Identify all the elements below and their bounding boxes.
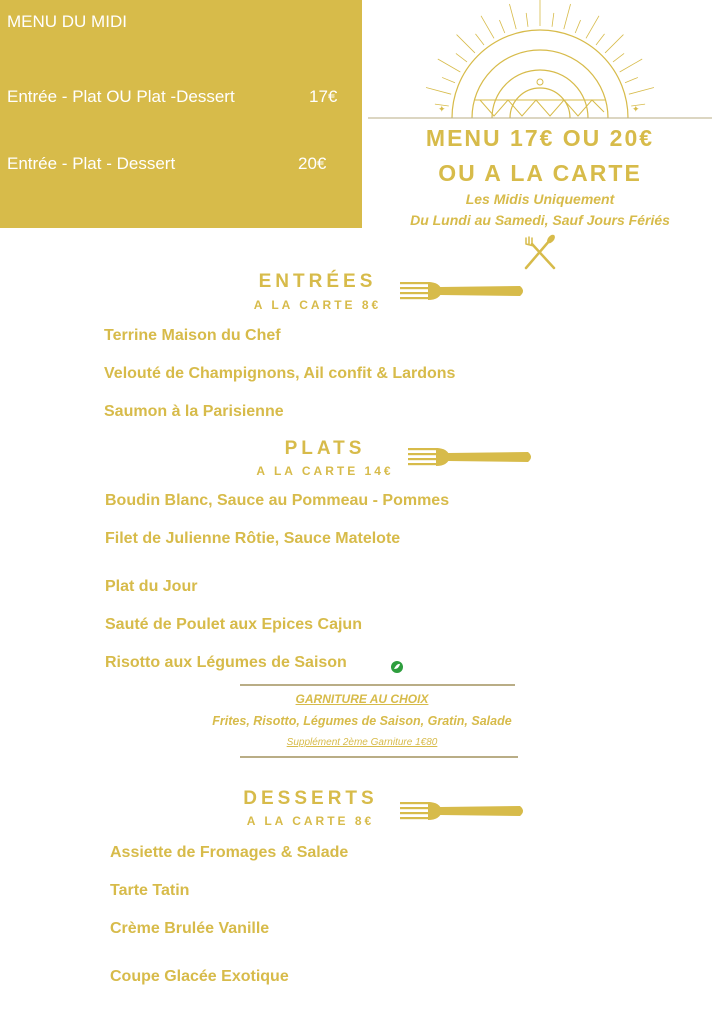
formula-1-label: Entrée - Plat OU Plat -Dessert [7,87,235,106]
garniture-title: GARNITURE AU CHOIX [295,692,429,706]
formula-2-price: 20€ [298,154,327,173]
entree-item: Saumon à la Parisienne [104,403,284,420]
plat-item: Plat du Jour [105,578,198,595]
garniture-divider-bottom [240,756,518,758]
fork-icon [408,447,538,467]
svg-text:✦: ✦ [632,105,640,115]
plat-item: Sauté de Poulet aux Epices Cajun [105,616,362,633]
fork-icon [400,281,525,301]
plat-item: Filet de Julienne Rôtie, Sauce Matelote [105,530,401,547]
menu-carte-heading: OU A LA CARTE [438,160,642,186]
entree-item: Velouté de Champignons, Ail confit & Lardons [104,365,456,382]
plat-item: Boudin Blanc, Sauce au Pommeau - Pommes [105,492,450,509]
days-note: Du Lundi au Samedi, Sauf Jours Fériés [410,212,670,228]
formula-1-price: 17€ [309,87,338,106]
crossed-cutlery-icon [520,234,560,274]
lunch-only-note: Les Midis Uniquement [465,191,615,207]
formula-2-label: Entrée - Plat - Dessert [7,154,176,173]
desserts-subtitle: A LA CARTE 8€ [246,814,375,828]
dessert-item: Assiette de Fromages & Salade [110,844,349,861]
entrees-title: ENTRÉES [258,271,377,292]
garniture-divider-top [240,684,515,686]
garniture-supplement: Supplément 2ème Garniture 1€80 [286,737,438,748]
entree-item: Terrine Maison du Chef [104,327,281,344]
dessert-item: Crème Brulée Vanille [110,920,270,937]
dessert-item: Coupe Glacée Exotique [110,968,289,985]
garniture-options: Frites, Risotto, Légumes de Saison, Gratin, Salade [212,714,512,728]
plat-item: Risotto aux Légumes de Saison [105,654,347,671]
desserts-title: DESSERTS [243,788,378,809]
menu-price-heading: MENU 17€ OU 20€ [425,125,655,151]
dessert-item: Tarte Tatin [110,882,190,899]
plats-title: PLATS [284,438,366,459]
entrees-subtitle: A LA CARTE 8€ [253,298,382,312]
sunburst-ornament-icon [0,0,724,130]
vegetarian-leaf-icon [390,660,404,674]
svg-text:✦: ✦ [438,105,446,115]
fork-icon [400,801,530,821]
lunch-menu-title: MENU DU MIDI [7,12,127,31]
plats-subtitle: A LA CARTE 14€ [256,464,394,478]
